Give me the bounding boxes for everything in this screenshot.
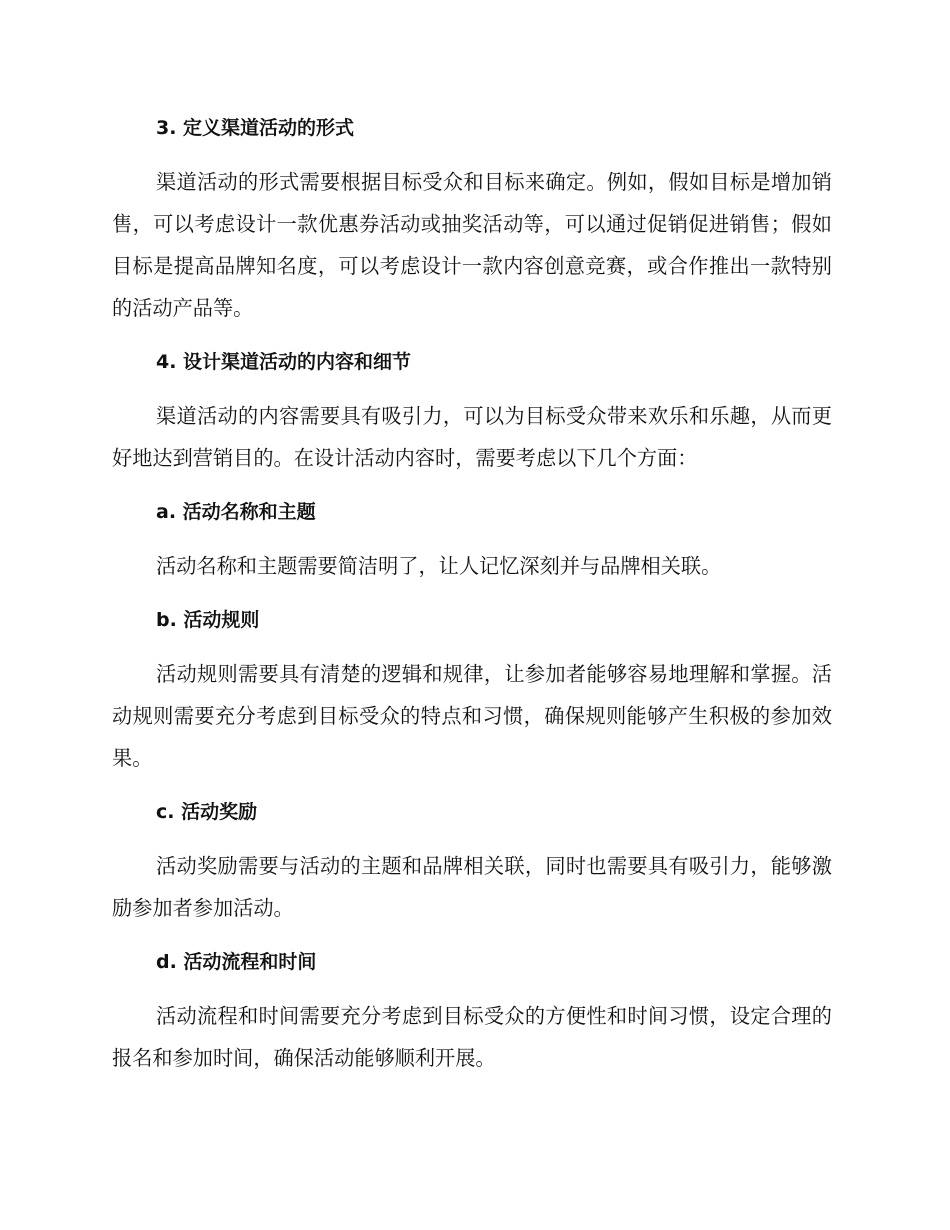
section-paragraph-activity-name: 活动名称和主题需要简洁明了，让人记忆深刻并与品牌相关联。 — [156, 554, 722, 578]
section-heading-activity-rewards: c. 活动奖励 — [156, 801, 258, 823]
section-heading-define-format: 3. 定义渠道活动的形式 — [156, 117, 355, 139]
document-body — [112, 108, 832, 1079]
section-paragraph-activity-process: 活动流程和时间需要充分考虑到目标受众的方便性和时间习惯，设定合理的报名和参加时间，确保活动能够顺利开展。 — [112, 1004, 832, 1070]
section-heading-activity-rules: b. 活动规则 — [156, 609, 260, 631]
section-heading-design-content: 4. 设计渠道活动的内容和细节 — [156, 351, 412, 373]
section-paragraph-define-format: 渠道活动的形式需要根据目标受众和目标来确定。例如，假如目标是增加销售，可以考虑设计一款优惠券活动或抽奖活动等，可以通过促销促进销售；假如目标是提高品牌知名度，可以考虑设计一款内容创意竞赛，或合作推出一款特别的活动产品等。 — [112, 170, 832, 320]
section-paragraph-design-content: 渠道活动的内容需要具有吸引力，可以为目标受众带来欢乐和乐趣，从而更好地达到营销目的。在设计活动内容时，需要考虑以下几个方面： — [112, 404, 832, 470]
section-heading-activity-process: d. 活动流程和时间 — [156, 951, 317, 973]
section-paragraph-activity-rewards: 活动奖励需要与活动的主题和品牌相关联，同时也需要具有吸引力，能够激励参加者参加活动。 — [112, 854, 832, 920]
section-paragraph-activity-rules: 活动规则需要具有清楚的逻辑和规律，让参加者能够容易地理解和掌握。活动规则需要充分考虑到目标受众的特点和习惯，确保规则能够产生积极的参加效果。 — [112, 662, 832, 770]
section-heading-activity-name: a. 活动名称和主题 — [156, 501, 316, 523]
